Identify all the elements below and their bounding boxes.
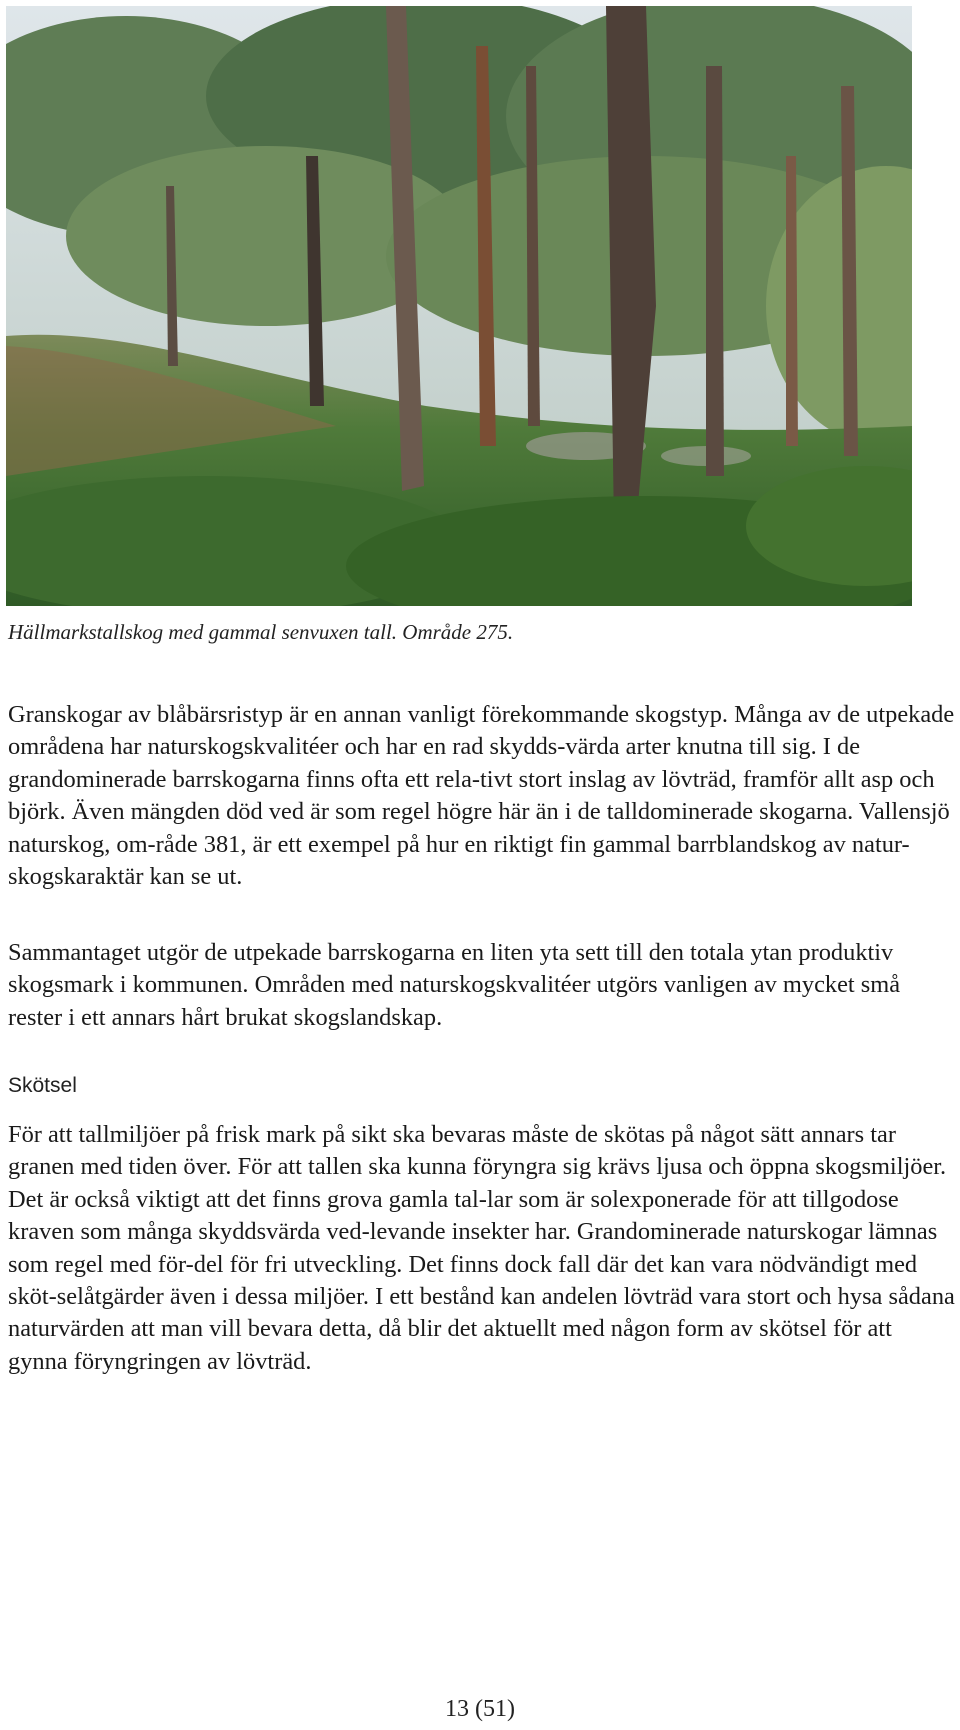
paragraph-spruce-forests: Granskogar av blåbärsristyp är en annan vanligt förekommande skogstyp. Många av de utpekade områdena har naturskogskvalitéer och har en rad skydds-värda arter knutna till sig. I de grandominerade barrskogarna finns ofta ett rela-tivt stort inslag av lövträd, framför allt asp och björk. Även mängden död ved är som regel högre här än i de talldominerade skogarna. Vallensjö naturskog, om-råde 381, är ett exempel på hur en riktigt fin gammal barrblandskog av natur-skogskaraktär kan se ut. (8, 701, 955, 891)
photo-caption: Hällmarkstallskog med gammal senvuxen tall. Område 275. (8, 620, 514, 644)
page-number: 13 (51) (445, 1696, 515, 1722)
paragraph-management: För att tallmiljöer på frisk mark på sikt ska bevaras måste de skötas på något sätt annars tar granen med tiden över. För att tallen ska kunna föryngra sig krävs ljusa och öppna skogsmiljöer. Det är också viktigt att det finns grova gamla tal-lar som är solexponerade för att tillgodose kraven som många skyddsvärda ved-levande insekter har. Grandominerade naturskogar lämnas som regel med för-del för fri utveckling. Det finns dock fall där det kan vara nödvändigt med sköt-selåtgärder även i dessa miljöer. I ett bestånd kan andelen lövträd vara stort och hysa sådana naturvärden att man vill bevara detta, då blir det aktuellt med någon form av skötsel för att gynna föryngringen av lövträd. (8, 1121, 955, 1375)
paragraph-summary: Sammantaget utgör de utpekade barrskogarna en liten yta sett till den totala ytan produktiv skogsmark i kommunen. Områden med naturskogskvalitéer utgörs vanligen av mycket små rester i ett annars hårt brukat skogslandskap. (8, 939, 901, 1031)
pine-forest-illustration (6, 6, 912, 606)
forest-photo (6, 6, 912, 606)
section-heading-skotsel: Skötsel (8, 1074, 77, 1097)
